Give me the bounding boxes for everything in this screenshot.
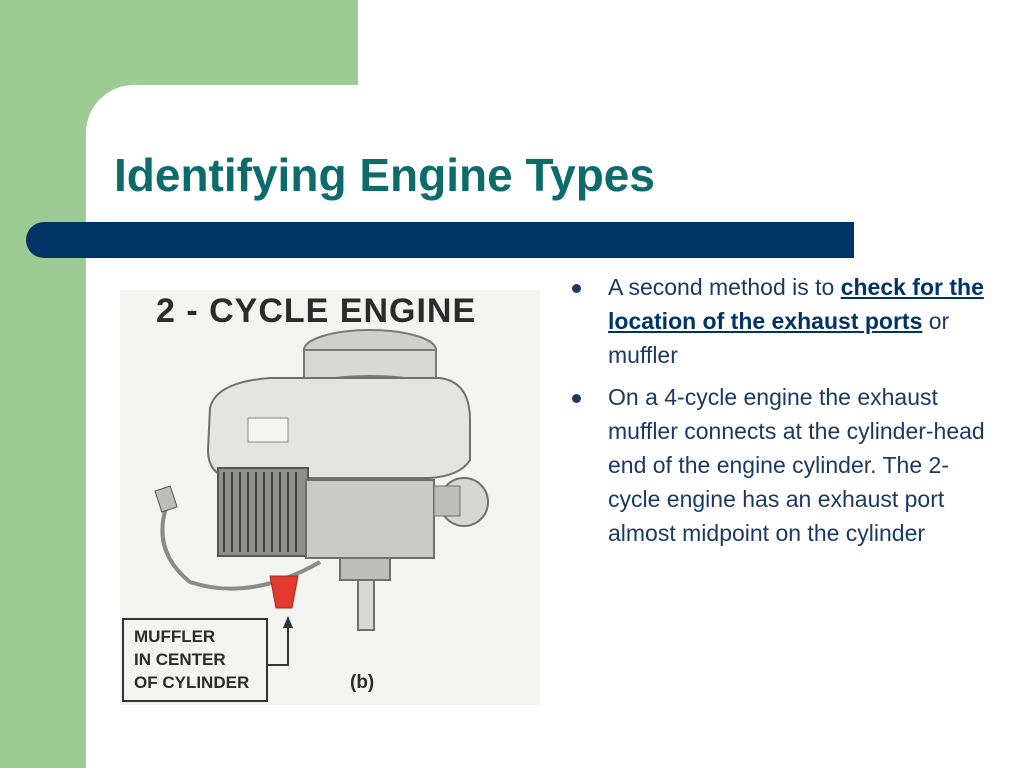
- bullet-text: A second method is to: [608, 274, 841, 300]
- bullet-text: On a 4-cycle engine the exhaust muffler connects at the cylinder-head end of the engine cylinder. The 2-cycle engine has an exhaust port almost midpoint on the cylinder: [608, 384, 985, 546]
- engine-figure: [120, 290, 540, 705]
- title-underline-bar: [26, 222, 854, 258]
- figure-heading: 2 - CYCLE ENGINE: [156, 292, 477, 330]
- callout-line: MUFFLER: [134, 627, 216, 646]
- figure-caption: (b): [350, 672, 375, 693]
- bullet-item: [568, 270, 998, 372]
- bullet-text: or muffler: [608, 308, 950, 368]
- callout-line: IN CENTER: [134, 650, 226, 669]
- bullet-dot-icon: [572, 284, 581, 293]
- muffler-callout-box: [122, 618, 268, 702]
- bullet-list: [568, 270, 998, 558]
- bullet-dot-icon: [572, 394, 581, 403]
- exhaust-ports-link[interactable]: check for the location of the exhaust ports: [608, 274, 984, 334]
- callout-line: OF CYLINDER: [134, 673, 250, 692]
- bullet-item: [568, 380, 998, 550]
- slide-title: Identifying Engine Types: [114, 149, 655, 201]
